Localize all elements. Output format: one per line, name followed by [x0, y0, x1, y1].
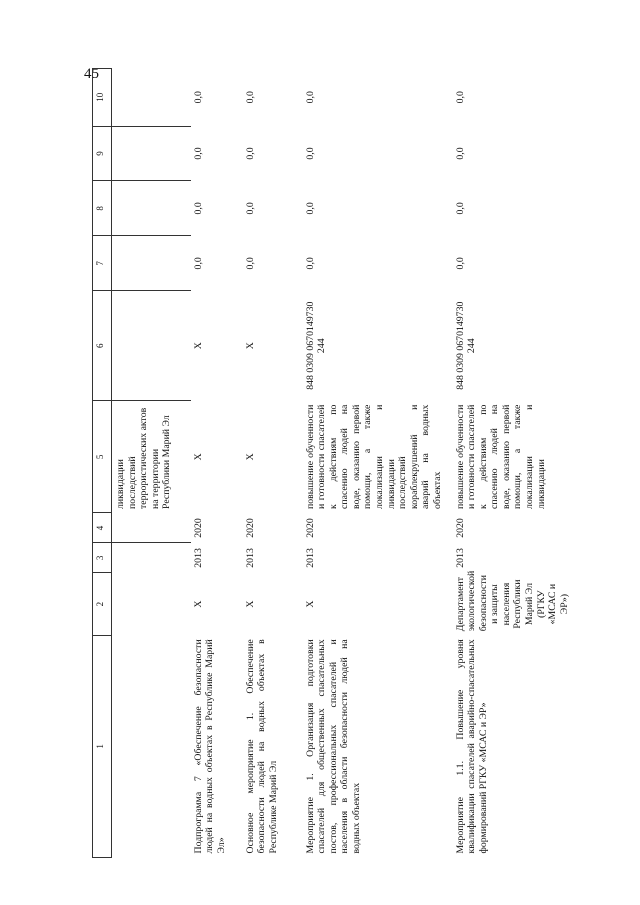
- cell-value: 0,0: [304, 147, 316, 160]
- cell-value: 0,0: [454, 91, 466, 104]
- table-row: [243, 69, 303, 858]
- cell-performer: Департамент экологической безопасности и защиты населения Республики Марий Эл (РГКУ «МСАС и ЭР»): [454, 570, 570, 632]
- cell-budget-code: [112, 291, 191, 401]
- header-cell: 9: [93, 126, 112, 181]
- cell-budget-code: 848 0309 0670149730 244: [454, 301, 478, 390]
- cell-value: 0,0: [244, 147, 256, 160]
- cell-end-year: 2020: [244, 518, 256, 538]
- cell-value: 0,0: [454, 202, 466, 215]
- cell-performer: Х: [304, 600, 316, 608]
- cell-value: 0,0: [244, 91, 256, 104]
- cell-performer: Х: [244, 600, 256, 608]
- cell-budget-code: Х: [192, 342, 204, 350]
- header-cell: 10: [93, 69, 112, 127]
- header-cell: 7: [93, 236, 112, 291]
- cell-value: [112, 236, 191, 291]
- cell-end-year: 2020: [192, 518, 204, 538]
- table-row: [191, 69, 243, 858]
- cell-performer: Х: [192, 600, 204, 608]
- cell-name: Мероприятие 1. Организация подготовки спасателей для общественных спасательных постов, профессиональных спасателей и населения в области безопасности людей на водных объектах: [304, 639, 362, 854]
- cell-value: 0,0: [304, 91, 316, 104]
- cell-value: 0,0: [454, 257, 466, 270]
- cell-value: 0,0: [244, 257, 256, 270]
- cell-start-year: 2013: [244, 548, 256, 568]
- cell-start-year: 2013: [454, 548, 466, 568]
- cell-name: Мероприятие 1.1. Повышение уровня квалификации спасателей аварийно-спасательных формирований РГКУ «МСАС и ЭР»: [454, 639, 489, 854]
- page-number: 45: [84, 66, 99, 82]
- cell-end-year: 2020: [454, 518, 466, 538]
- header-cell: 2: [93, 573, 112, 635]
- header-row: [93, 69, 112, 858]
- cell-value: 0,0: [192, 147, 204, 160]
- cell-name: Основное мероприятие 1. Обеспечение безопасности людей на водных объектах в Республике Марий Эл: [244, 639, 279, 854]
- cell-value: 0,0: [192, 91, 204, 104]
- cell-result: повышение обученности и готовности спасателей к действиям по спасению людей на воде, оказанию первой помощи, а также локализации и ликвидации последствий кораблекрушений и аварий на водных объектах: [304, 404, 443, 509]
- cell-value: 0,0: [192, 257, 204, 270]
- cell-performer: [112, 573, 191, 635]
- cell-end-year: [112, 513, 191, 543]
- cell-value: 0,0: [304, 257, 316, 270]
- cell-result: Х: [192, 453, 204, 461]
- header-cell: 8: [93, 181, 112, 236]
- cell-start-year: [112, 543, 191, 573]
- cell-value: 0,0: [304, 202, 316, 215]
- cell-start-year: 2013: [192, 548, 204, 568]
- cell-value: 0,0: [192, 202, 204, 215]
- measures-table: [92, 68, 572, 858]
- header-cell: 4: [93, 513, 112, 543]
- cell-value: [112, 181, 191, 236]
- cell-value: 0,0: [244, 202, 256, 215]
- cell-budget-code: 848 0309 0670149730 244: [304, 301, 328, 390]
- cell-value: [112, 126, 191, 181]
- header-cell: 5: [93, 401, 112, 513]
- table-row: [303, 69, 453, 858]
- cell-result: Х: [244, 453, 256, 461]
- cell-result: повышение обученности и готовности спасателей к действиям по спасению людей на воде, оказанию первой помощи, а также локализации и ликвидации: [454, 404, 547, 509]
- table-row: [453, 69, 572, 858]
- cell-start-year: 2013: [304, 548, 316, 568]
- cell-value: 0,0: [454, 147, 466, 160]
- cell-budget-code: Х: [244, 342, 256, 350]
- cell-name: Подпрограмма 7 «Обеспечение безопасности людей на водных объектах в Республике Марий Эл»: [192, 639, 227, 854]
- rotated-table-container: [92, 68, 570, 858]
- header-cell: 1: [93, 635, 112, 857]
- header-cell: 6: [93, 291, 112, 401]
- cell-result: ликвидации последствий террористических актов на территории Республики Марий Эл: [115, 407, 173, 509]
- cell-name: [112, 635, 191, 857]
- header-cell: 3: [93, 543, 112, 573]
- table-row: [112, 69, 191, 858]
- cell-end-year: 2020: [304, 518, 316, 538]
- cell-value: [112, 69, 191, 127]
